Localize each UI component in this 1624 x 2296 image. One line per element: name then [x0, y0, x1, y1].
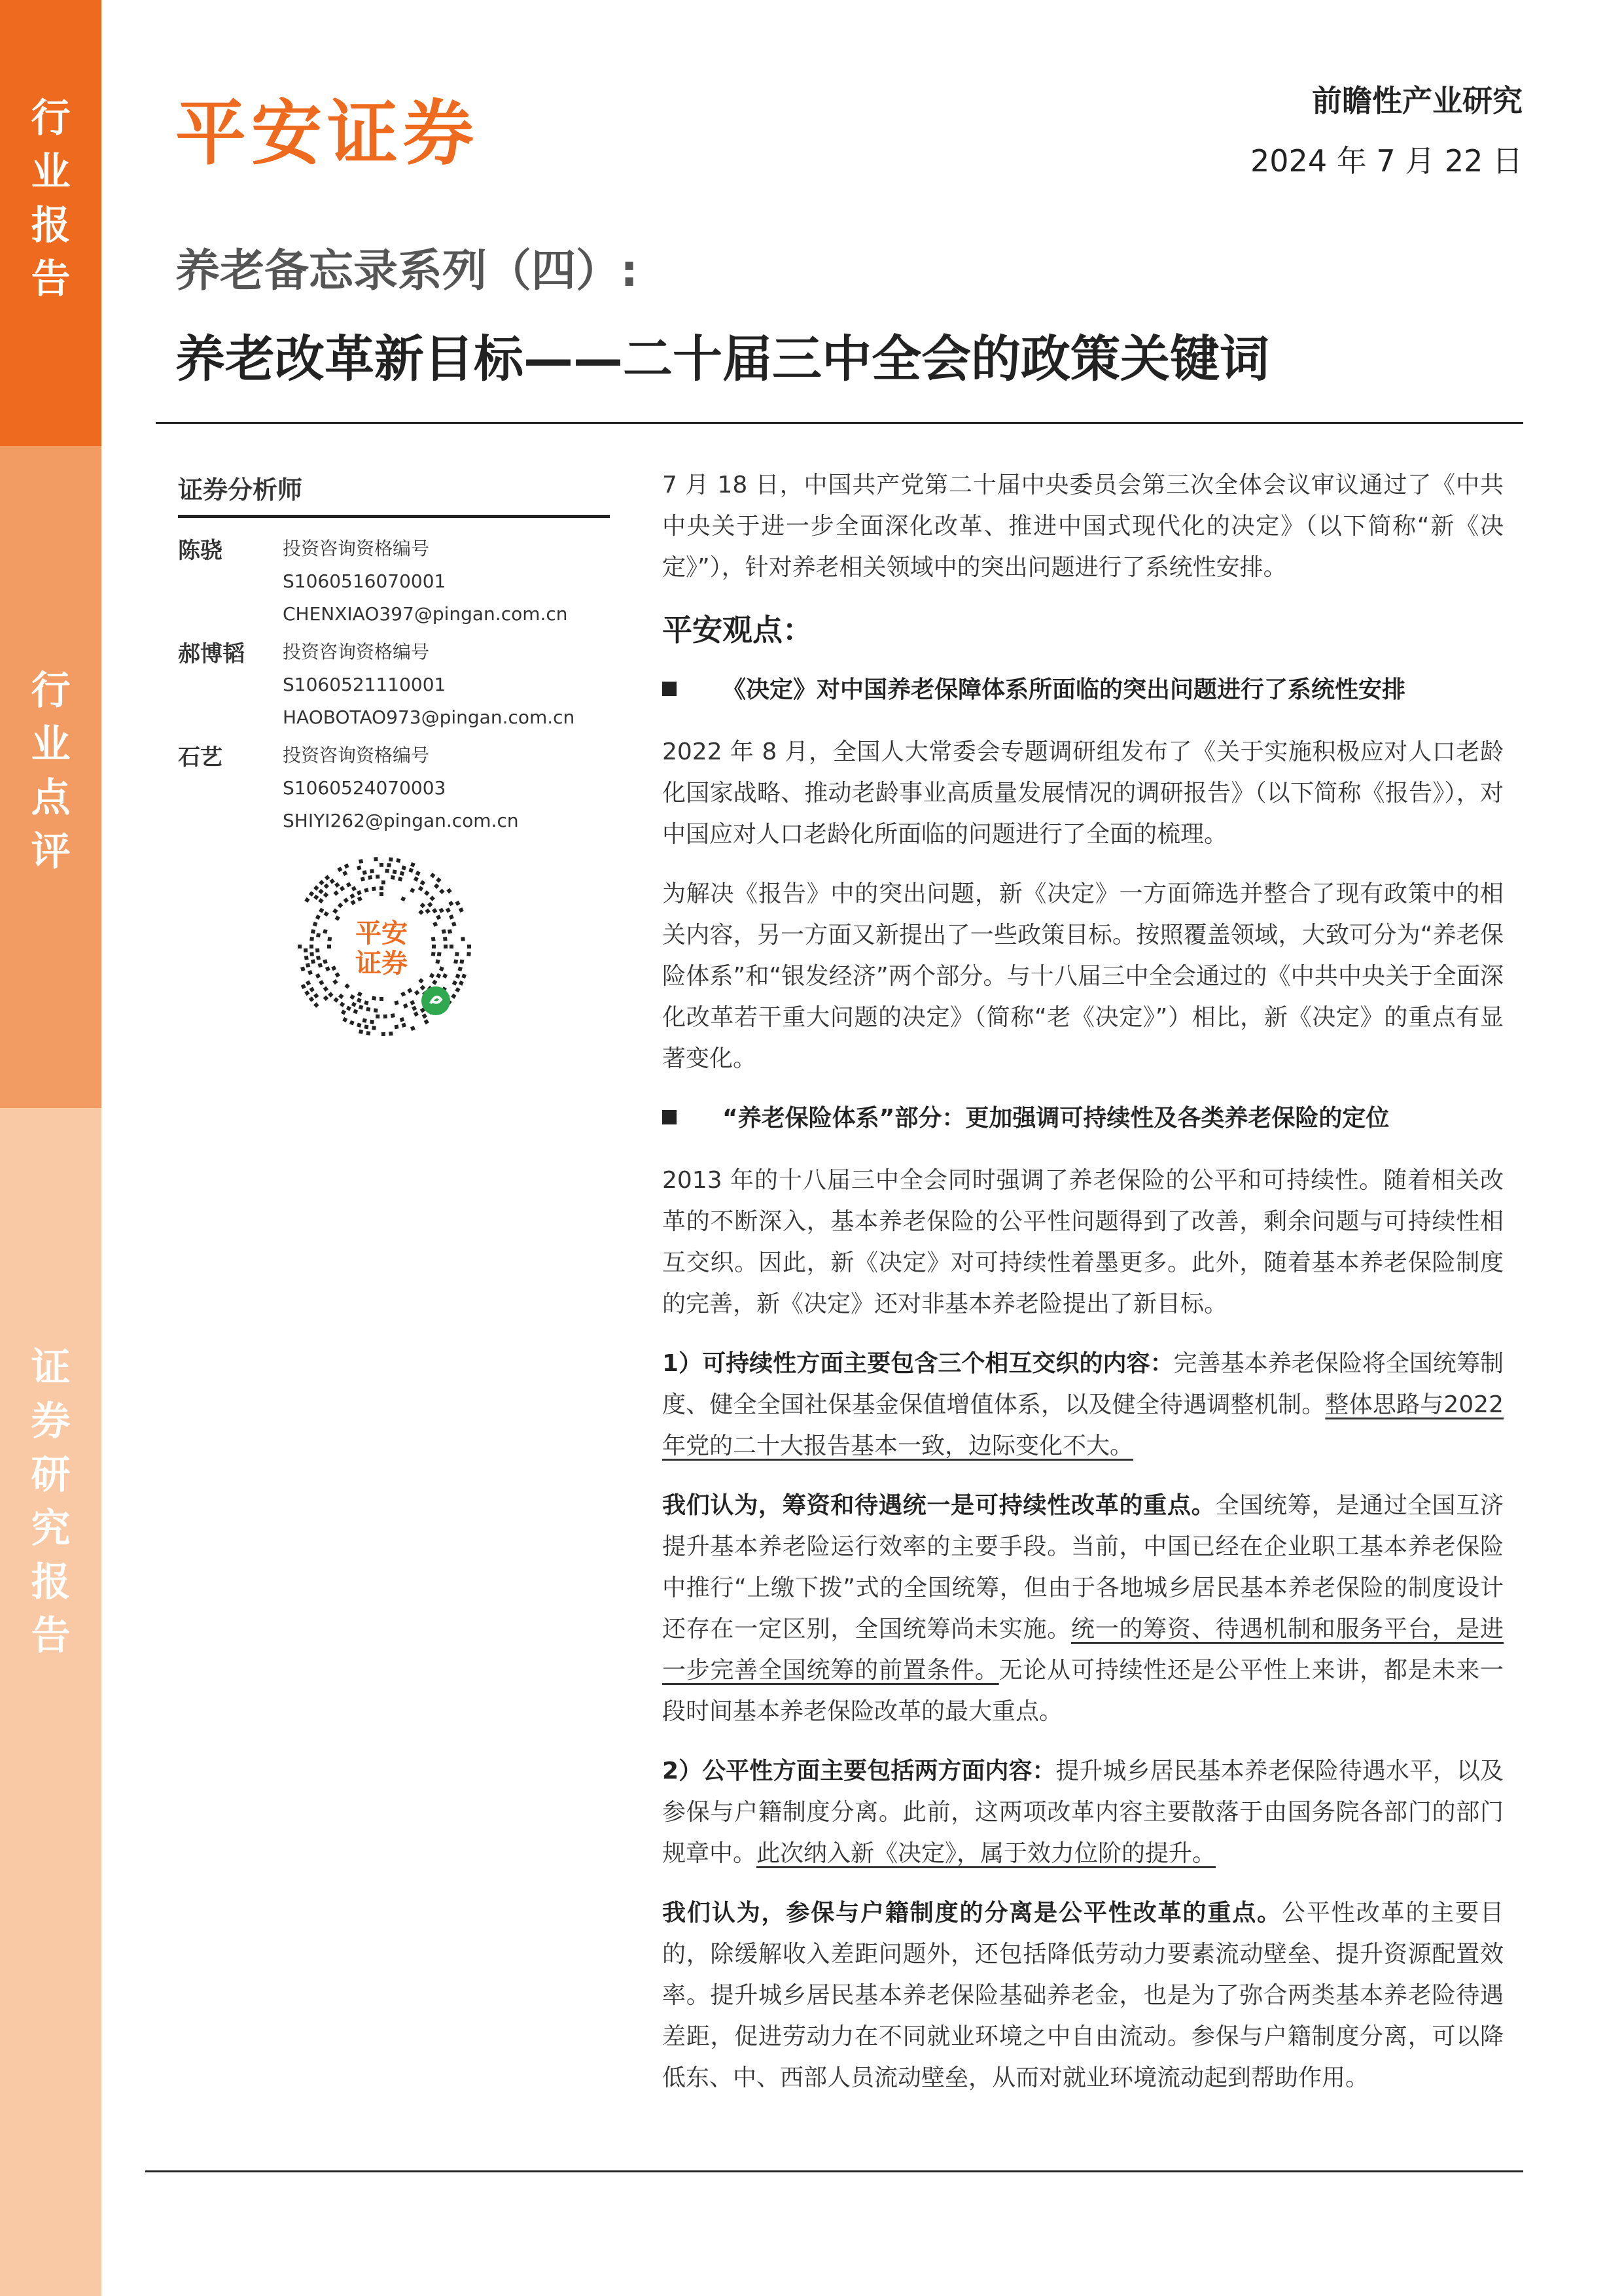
report-body	[662, 464, 1504, 2117]
analyst-email[interactable]: SHIYI262@pingan.com.cn	[283, 810, 519, 831]
analyst-entry	[178, 636, 610, 734]
key-point: “养老保险体系”部分：更加强调可持续性及各类养老保险的定位	[662, 1098, 1504, 1139]
side-label-commentary: 行 业 点 评	[31, 668, 71, 875]
side-label-report-type: 行 业 报 告	[31, 96, 71, 302]
series-title: 养老备忘录系列（四）:	[175, 245, 639, 297]
body-paragraph: 2）公平性方面主要包括两方面内容：提升城乡居民基本养老保险待遇水平，以及参保与户籍制度分离。此前，这两项改革内容主要散落于由国务院各部门的部门规章中。此次纳入新《决定》，属于效力位阶的提升。	[662, 1758, 1504, 1867]
analyst-cert-number: S1060521110001	[283, 674, 446, 695]
analyst-entry	[178, 532, 610, 631]
page-title: 养老改革新目标——二十届三中全会的政策关键词	[175, 330, 1269, 388]
analyst-heading: 证券分析师	[178, 476, 303, 504]
qr-logo-text-top: 平安	[355, 918, 408, 948]
analyst-cert-label: 投资咨询资格编号	[283, 538, 430, 559]
body-paragraph: 1）可持续性方面主要包含三个相互交织的内容：完善基本养老保险将全国统筹制度、健全全国社保基金保值增值体系，以及健全待遇调整机制。整体思路与2022 年党的二十大报告基本一致，边际变化不大。	[662, 1350, 1504, 1459]
analyst-divider	[178, 515, 610, 518]
square-bullet-icon	[662, 1110, 677, 1124]
analyst-name: 郝博韬	[178, 641, 245, 667]
body-paragraph: 为解决《报告》中的突出问题，新《决定》一方面筛选并整合了现有政策中的相关内容，另一方面又新提出了一些政策目标。按照覆盖领域，大致可分为“养老保险体系”和“银发经济”两个部分。与十八届三中全会通过的《中共中央关于全面深化改革若干重大问题的决定》（简称“老《决定》”）相比，新《决定》的重点有显著变化。	[662, 880, 1504, 1072]
report-type: 前瞻性产业研究	[1312, 83, 1523, 118]
analyst-cert-label: 投资咨询资格编号	[283, 641, 430, 663]
qr-code-icon	[287, 852, 476, 1041]
analyst-panel	[178, 470, 610, 843]
side-bar-bottom	[0, 1108, 101, 2296]
analyst-cert-label: 投资咨询资格编号	[283, 744, 430, 766]
header-divider	[156, 422, 1523, 424]
body-paragraph: 2022 年 8 月，全国人大常委会专题调研组发布了《关于实施积极应对人口老龄化国家战略、推动老龄事业高质量发展情况的调研报告》（以下简称《报告》），对中国应对人口老龄化所面临的问题进行了全面的梳理。	[662, 739, 1504, 848]
section-heading: 平安观点：	[662, 612, 813, 648]
side-label-research-report: 证 券 研 究 报 告	[31, 1345, 71, 1659]
report-date: 2024 年 7 月 22 日	[1250, 143, 1523, 179]
key-point: 《决定》对中国养老保障体系所面临的突出问题进行了系统性安排	[662, 669, 1504, 710]
footer-divider	[145, 2170, 1523, 2172]
analyst-name: 陈骁	[178, 538, 222, 564]
intro-paragraph: 7 月 18 日，中国共产党第二十届中央委员会第三次全体会议审议通过了《中共中央关于进一步全面深化改革、推进中国式现代化的决定》（以下简称“新《决定》”），针对养老相关领域中的突出问题进行了系统性安排。	[662, 472, 1504, 581]
qr-logo-text-bottom: 证券	[355, 948, 408, 979]
analyst-cert-number: S1060524070003	[283, 777, 446, 799]
mini-program-icon	[421, 986, 450, 1015]
qr-code[interactable]	[287, 852, 476, 1041]
body-paragraph: 2013 年的十八届三中全会同时强调了养老保险的公平和可持续性。随着相关改革的不断深入，基本养老保险的公平性问题得到了改善，剩余问题与可持续性相互交织。因此，新《决定》对可持续性着墨更多。此外，随着基本养老保险制度的完善，新《决定》还对非基本养老险提出了新目标。	[662, 1167, 1504, 1317]
analyst-entry	[178, 739, 610, 837]
analyst-name: 石艺	[178, 744, 222, 771]
body-paragraph: 我们认为，筹资和待遇统一是可持续性改革的重点。全国统筹，是通过全国互济提升基本养老险运行效率的主要手段。当前，中国已经在企业职工基本养老保险中推行“上缴下拨”式的全国统筹，但由于各地城乡居民基本养老保险的制度设计还存在一定区别，全国统筹尚未实施。统一的筹资、待遇机制和服务平台，是进一步完善全国统筹的前置条件。无论从可持续性还是公平性上来讲，都是未来一段时间基本养老保险改革的最大重点。	[662, 1492, 1504, 1725]
square-bullet-icon	[662, 682, 677, 696]
body-paragraph: 我们认为，参保与户籍制度的分离是公平性改革的重点。公平性改革的主要目的，除缓解收入差距问题外，还包括降低劳动力要素流动壁垒、提升资源配置效率。提升城乡居民基本养老保险基础养老金，也是为了弥合两类基本养老险待遇差距，促进劳动力在不同就业环境之中自由流动。参保与户籍制度分离，可以降低东、中、西部人员流动壁垒，从而对就业环境流动起到帮助作用。	[662, 1900, 1504, 2091]
side-banner	[0, 0, 101, 2296]
company-logo: 平安证券	[175, 93, 480, 175]
analyst-email[interactable]: CHENXIAO397@pingan.com.cn	[283, 603, 568, 625]
analyst-cert-number: S1060516070001	[283, 570, 446, 592]
analyst-email[interactable]: HAOBOTAO973@pingan.com.cn	[283, 706, 575, 728]
